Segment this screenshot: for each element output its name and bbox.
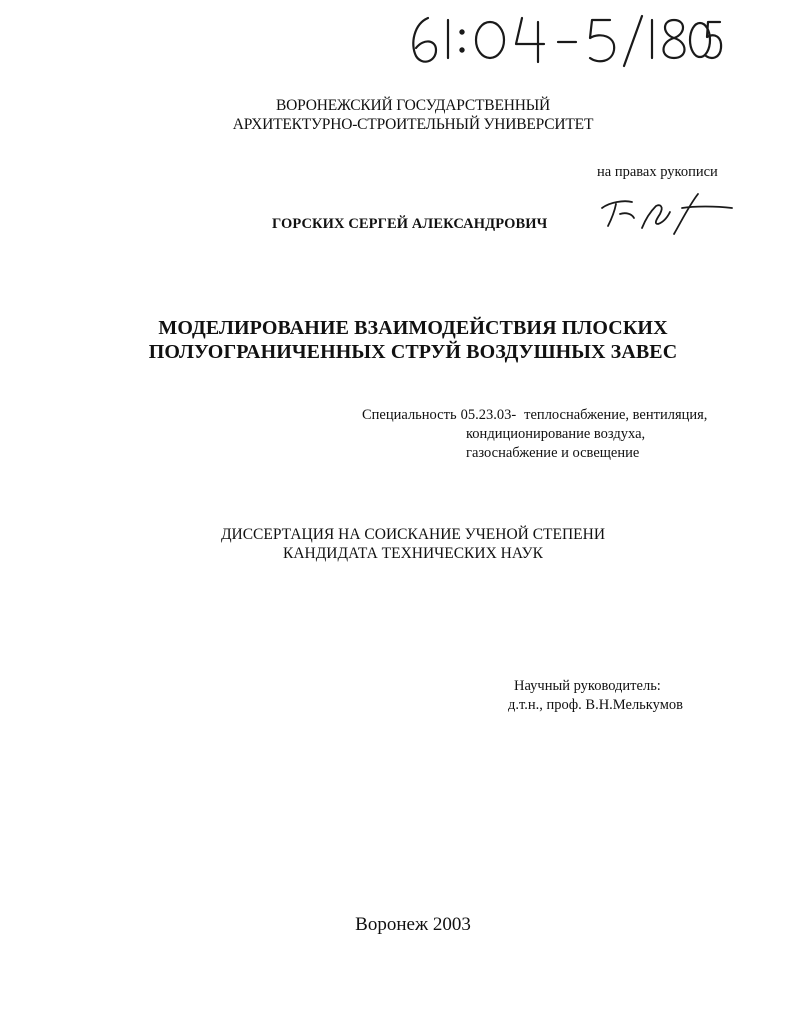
specialty-code: 05.23.03- [460, 407, 517, 423]
degree-line-1: ДИССЕРТАЦИЯ НА СОИСКАНИЕ УЧЕНОЙ СТЕПЕНИ [220, 526, 606, 543]
degree-statement [0, 525, 791, 563]
manuscript-note: на правах рукописи [597, 164, 718, 180]
specialty-line-1: теплоснабжение, вентиляция, [524, 407, 708, 423]
supervisor-name: д.т.н., проф. В.Н.Мелькумов [508, 697, 683, 713]
title-line-2: ПОЛУОГРАНИЧЕННЫХ СТРУЙ ВОЗДУШНЫХ ЗАВЕС [148, 341, 678, 363]
specialty-line-2: кондиционирование воздуха, [466, 426, 646, 442]
university-line-2: АРХИТЕКТУРНО-СТРОИТЕЛЬНЫЙ УНИВЕРСИТЕТ [232, 116, 594, 133]
dissertation-title [0, 316, 791, 364]
handwritten-archive-code [404, 8, 724, 68]
title-line-1: МОДЕЛИРОВАНИЕ ВЗАИМОДЕЙСТВИЯ ПЛОСКИХ [158, 317, 668, 339]
city-year: Воронеж 2003 [355, 914, 471, 935]
author-signature [598, 188, 738, 240]
university-line-1: ВОРОНЕЖСКИЙ ГОСУДАРСТВЕННЫЙ [275, 97, 551, 114]
specialty-block [362, 406, 707, 463]
supervisor-label: Научный руководитель: [514, 678, 661, 694]
author-name: ГОРСКИХ СЕРГЕЙ АЛЕКСАНДРОВИЧ [272, 216, 548, 232]
degree-line-2: КАНДИДАТА ТЕХНИЧЕСКИХ НАУК [283, 545, 543, 562]
university-name [0, 96, 791, 134]
supervisor-block [508, 677, 683, 715]
specialty-label: Специальность [362, 407, 457, 423]
specialty-line-3: газоснабжение и освещение [466, 445, 640, 461]
